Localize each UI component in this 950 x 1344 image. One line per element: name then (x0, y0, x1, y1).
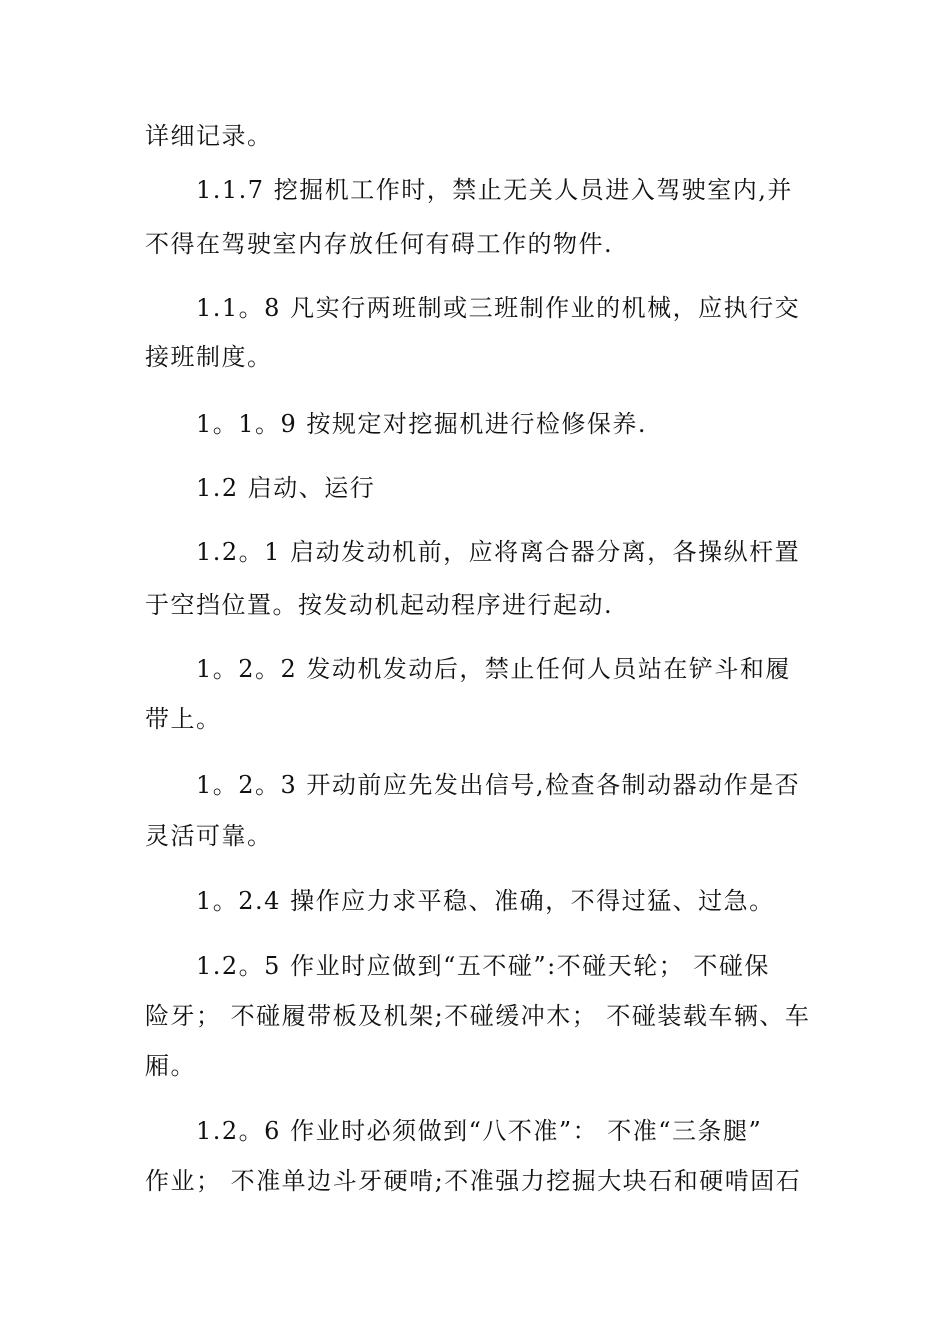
text-line: 1.2 启动、运行 (196, 474, 376, 502)
text-line: 1。2.4 操作应力求平稳、准确，不得过猛、过急。 (196, 887, 775, 915)
text-line: 作业； 不准单边斗牙硬啃;不准强力挖掘大块石和硬啃固石 (145, 1167, 802, 1195)
text-line: 1。1。9 按规定对挖掘机进行检修保养. (196, 410, 648, 438)
text-line: 1。2。3 开动前应先发出信号,检查各制动器动作是否 (196, 771, 801, 799)
text-line: 1.2。1 启动发动机前，应将离合器分离，各操纵杆置 (196, 538, 801, 566)
text-line: 1.1.7 挖掘机工作时，禁止无关人员进入驾驶室内,并 (196, 176, 793, 204)
text-line: 险牙； 不碰履带板及机架;不碰缓冲木； 不碰装载车辆、车 (145, 1002, 811, 1030)
text-line: 1。2。2 发动机发动后，禁止任何人员站在铲斗和履 (196, 655, 791, 683)
text-line: 带上。 (145, 705, 222, 733)
text-line: 详细记录。 (145, 122, 273, 150)
text-line: 接班制度。 (145, 343, 273, 371)
text-line: 1.1。8 凡实行两班制或三班制作业的机械，应执行交 (196, 294, 801, 322)
text-line: 1.2。6 作业时必须做到“八不准”： 不准“三条腿” (196, 1117, 763, 1145)
text-line: 灵活可靠。 (145, 822, 273, 850)
text-line: 于空挡位置。按发动机起动程序进行起动. (145, 591, 614, 619)
text-line: 不得在驾驶室内存放任何有碍工作的物件. (145, 230, 614, 258)
text-line: 厢。 (145, 1052, 196, 1080)
text-line: 1.2。5 作业时应做到“五不碰”:不碰天轮； 不碰保 (196, 952, 770, 980)
